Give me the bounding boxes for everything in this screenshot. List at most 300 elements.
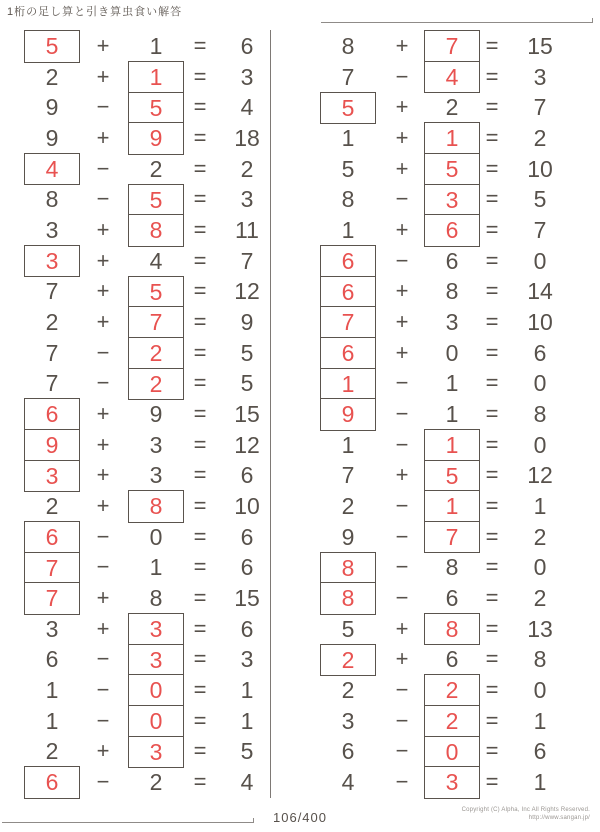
- operand-b: [116, 706, 196, 737]
- result: [516, 644, 564, 675]
- bottom-rule: [2, 822, 254, 823]
- problem-row: [12, 123, 274, 154]
- result-value: 0: [533, 431, 547, 458]
- problem-row: [12, 736, 274, 767]
- equals-sign: [480, 399, 504, 430]
- problem-row: [312, 552, 574, 583]
- operand-b-value: 1: [424, 429, 480, 461]
- result: [516, 736, 564, 767]
- operand-a-value: 1: [45, 677, 59, 704]
- result-value: 8: [533, 646, 547, 673]
- operator: [390, 92, 414, 123]
- operator-value: −: [96, 707, 110, 733]
- operand-a-value: 7: [341, 462, 355, 489]
- operand-a-value: 2: [320, 644, 376, 676]
- equals-sign: [188, 338, 212, 369]
- operand-a: [312, 31, 384, 62]
- result-value: 11: [235, 217, 259, 244]
- operand-a: [12, 62, 92, 93]
- result-value: 6: [240, 554, 254, 581]
- result-value: 6: [240, 33, 254, 59]
- problem-row: [12, 215, 274, 246]
- operand-b-value: 7: [424, 30, 480, 62]
- result: [223, 675, 271, 706]
- result-value: 12: [234, 431, 260, 458]
- operand-a: [12, 491, 92, 522]
- operator: [390, 338, 414, 369]
- operator-value: −: [96, 155, 110, 181]
- problem-row: [12, 31, 274, 62]
- operator-value: −: [96, 339, 110, 365]
- operand-b: [116, 338, 196, 369]
- equals-value: =: [193, 155, 207, 181]
- operator: [390, 430, 414, 461]
- operand-a-value: 3: [45, 217, 59, 244]
- result: [223, 767, 271, 798]
- equals-value: =: [193, 707, 207, 733]
- equals-value: =: [193, 33, 207, 58]
- operand-a-value: 7: [45, 370, 59, 397]
- result: [223, 184, 271, 215]
- result: [223, 552, 271, 583]
- copyright: [462, 806, 590, 822]
- operator-value: −: [395, 370, 409, 396]
- operand-a: [312, 338, 384, 369]
- result-value: 10: [234, 493, 260, 520]
- problem-row: [312, 215, 574, 246]
- operand-b-value: 2: [149, 769, 163, 796]
- operand-b-value: 1: [149, 554, 163, 581]
- equals-sign: [480, 430, 504, 461]
- equals-value: =: [193, 585, 207, 611]
- result: [223, 154, 271, 185]
- operand-a-value: 2: [45, 738, 59, 765]
- result: [223, 491, 271, 522]
- operand-b-value: 4: [424, 61, 480, 93]
- equals-sign: [480, 123, 504, 154]
- equals-sign: [480, 552, 504, 583]
- problem-row: [12, 184, 274, 215]
- result-value: 3: [240, 63, 254, 90]
- operator-value: −: [96, 523, 110, 549]
- operator-value: +: [96, 431, 110, 457]
- operator-value: −: [96, 94, 110, 120]
- result: [223, 307, 271, 338]
- result: [223, 246, 271, 277]
- operand-a: [312, 246, 384, 277]
- result: [516, 215, 564, 246]
- equals-value: =: [485, 615, 499, 641]
- equals-sign: [480, 368, 504, 399]
- operand-a: [312, 675, 384, 706]
- operator-value: +: [96, 401, 110, 427]
- operand-b-value: 5: [424, 460, 480, 492]
- operand-a-value: 8: [341, 33, 355, 59]
- equals-value: =: [193, 493, 207, 519]
- equals-sign: [188, 154, 212, 185]
- result: [516, 276, 564, 307]
- equals-value: =: [485, 431, 499, 457]
- operand-a: [12, 644, 92, 675]
- problem-row: [312, 92, 574, 123]
- operand-b-value: 1: [149, 33, 163, 59]
- result-value: 6: [240, 523, 254, 550]
- result-value: 2: [533, 585, 547, 612]
- equals-sign: [480, 246, 504, 277]
- operator-value: +: [96, 585, 110, 611]
- operand-a: [12, 92, 92, 123]
- result: [223, 583, 271, 614]
- operand-a: [312, 767, 384, 798]
- operand-a-value: 1: [341, 431, 355, 458]
- operand-b-value: 5: [128, 92, 184, 124]
- operator: [91, 460, 115, 491]
- operand-b-value: 4: [149, 247, 163, 274]
- operator: [91, 675, 115, 706]
- operand-a: [312, 184, 384, 215]
- operand-a: [12, 338, 92, 369]
- result: [223, 522, 271, 553]
- operator: [91, 706, 115, 737]
- equals-value: =: [485, 707, 499, 733]
- operand-a-value: 7: [45, 278, 59, 305]
- equals-sign: [480, 706, 504, 737]
- result: [516, 338, 564, 369]
- operand-b: [116, 123, 196, 154]
- result-value: 2: [533, 125, 547, 152]
- operand-b-value: 5: [128, 184, 184, 216]
- operand-a-value: 1: [341, 217, 355, 244]
- problem-row: [12, 246, 274, 277]
- result: [223, 62, 271, 93]
- equals-sign: [188, 767, 212, 798]
- operand-a-value: 8: [320, 582, 376, 614]
- result-value: 15: [234, 401, 260, 428]
- equals-value: =: [193, 677, 207, 703]
- equals-value: =: [485, 125, 499, 151]
- equals-value: =: [193, 370, 207, 396]
- problem-row: [312, 338, 574, 369]
- problem-row: [12, 92, 274, 123]
- operand-a-value: 8: [341, 186, 355, 213]
- operator-value: −: [395, 431, 409, 457]
- result: [223, 644, 271, 675]
- operator: [91, 338, 115, 369]
- equals-value: =: [193, 309, 207, 335]
- result-value: 3: [240, 646, 254, 673]
- operand-b: [116, 460, 196, 491]
- equals-sign: [188, 399, 212, 430]
- equals-sign: [188, 491, 212, 522]
- operator: [91, 644, 115, 675]
- result-value: 1: [240, 677, 254, 704]
- operand-a-value: 1: [320, 368, 376, 400]
- equals-sign: [188, 246, 212, 277]
- copyright-line1: Copyright (C) Alpha, Inc All Rights Reserved.: [461, 807, 590, 813]
- operand-b-value: 5: [128, 276, 184, 308]
- operator-value: −: [395, 769, 409, 795]
- operand-a: [12, 31, 92, 62]
- operand-a-value: 3: [24, 460, 80, 492]
- result: [223, 736, 271, 767]
- operator: [390, 276, 414, 307]
- operator-value: −: [96, 554, 110, 580]
- operator-value: −: [395, 63, 409, 89]
- result: [516, 430, 564, 461]
- problem-row: [312, 123, 574, 154]
- operand-a: [312, 430, 384, 461]
- operand-b-value: 6: [445, 247, 459, 274]
- operand-a-value: 6: [24, 521, 80, 553]
- operand-b: [116, 62, 196, 93]
- result: [516, 399, 564, 430]
- equals-sign: [480, 338, 504, 369]
- problem-row: [12, 675, 274, 706]
- result: [223, 123, 271, 154]
- equals-value: =: [193, 339, 207, 365]
- equals-sign: [188, 644, 212, 675]
- result-value: 0: [533, 677, 547, 704]
- operator: [91, 583, 115, 614]
- operator: [91, 614, 115, 645]
- operator: [390, 31, 414, 62]
- result-value: 15: [234, 585, 260, 612]
- operand-a: [12, 215, 92, 246]
- equals-value: =: [485, 33, 499, 58]
- problem-row: [312, 430, 574, 461]
- result: [223, 614, 271, 645]
- operator-value: +: [96, 278, 110, 304]
- equals-value: =: [485, 462, 499, 488]
- operand-b: [116, 276, 196, 307]
- equals-sign: [480, 644, 504, 675]
- operand-b-value: 2: [445, 94, 459, 121]
- problem-row: [312, 644, 574, 675]
- problem-row: [312, 614, 574, 645]
- operand-a-value: 2: [45, 309, 59, 336]
- equals-sign: [188, 522, 212, 553]
- operator-value: +: [96, 738, 110, 764]
- equals-value: =: [193, 554, 207, 580]
- result-value: 1: [533, 493, 547, 520]
- result-value: 5: [240, 370, 254, 397]
- operand-a: [312, 583, 384, 614]
- operand-b-value: 0: [424, 736, 480, 768]
- problem-row: [312, 368, 574, 399]
- operand-a: [12, 154, 92, 185]
- operand-b-value: 3: [424, 766, 480, 798]
- operator-value: +: [395, 309, 409, 335]
- operand-a-value: 4: [341, 769, 355, 796]
- problem-row: [12, 491, 274, 522]
- operand-b-value: 9: [128, 122, 184, 154]
- operator-value: −: [395, 247, 409, 273]
- operand-b-value: 1: [128, 61, 184, 93]
- equals-sign: [188, 583, 212, 614]
- equals-sign: [480, 92, 504, 123]
- operator: [390, 767, 414, 798]
- operand-a: [12, 522, 92, 553]
- operand-a-value: 6: [320, 337, 376, 369]
- operand-a-value: 3: [24, 245, 80, 277]
- problem-row: [312, 522, 574, 553]
- equals-sign: [480, 215, 504, 246]
- operand-b-value: 3: [128, 613, 184, 645]
- result: [516, 31, 564, 62]
- operand-a: [312, 276, 384, 307]
- operand-a-value: 6: [24, 398, 80, 430]
- operand-b-value: 1: [424, 122, 480, 154]
- equals-value: =: [485, 339, 499, 365]
- equals-value: =: [193, 523, 207, 549]
- operand-a: [12, 767, 92, 798]
- operand-b: [116, 614, 196, 645]
- result-value: 6: [240, 615, 254, 642]
- operand-a: [312, 736, 384, 767]
- equals-sign: [480, 276, 504, 307]
- equals-value: =: [485, 155, 499, 181]
- result: [516, 583, 564, 614]
- result-value: 7: [240, 247, 254, 274]
- operand-b-value: 2: [424, 674, 480, 706]
- equals-sign: [188, 706, 212, 737]
- operand-a-value: 6: [45, 646, 59, 673]
- operand-a: [12, 614, 92, 645]
- problem-row: [12, 307, 274, 338]
- equals-sign: [480, 154, 504, 185]
- result-value: 2: [240, 155, 254, 182]
- operand-a-value: 5: [320, 92, 376, 124]
- copyright-line2: http://www.sangan.jp/: [528, 815, 590, 821]
- page-number: 106/400: [273, 810, 327, 825]
- operand-a-value: 8: [320, 552, 376, 584]
- operand-a-value: 9: [24, 429, 80, 461]
- operand-a-value: 5: [341, 615, 355, 642]
- top-rule: [321, 22, 593, 23]
- equals-sign: [188, 92, 212, 123]
- operand-a: [12, 399, 92, 430]
- operand-b: [116, 184, 196, 215]
- operand-b: [116, 675, 196, 706]
- operator: [91, 92, 115, 123]
- operand-b: [116, 92, 196, 123]
- operator-value: +: [395, 33, 409, 58]
- operator-value: −: [96, 370, 110, 396]
- operator: [91, 276, 115, 307]
- equals-sign: [480, 522, 504, 553]
- equals-value: =: [485, 217, 499, 243]
- operand-b-value: 8: [149, 585, 163, 612]
- result: [223, 31, 271, 62]
- operator-value: +: [96, 493, 110, 519]
- operand-a: [12, 736, 92, 767]
- equals-value: =: [485, 493, 499, 519]
- equals-sign: [480, 675, 504, 706]
- result-value: 13: [527, 615, 553, 642]
- result: [516, 368, 564, 399]
- problem-row: [312, 675, 574, 706]
- operand-a: [12, 583, 92, 614]
- operand-a: [312, 522, 384, 553]
- operator: [390, 123, 414, 154]
- problem-row: [312, 460, 574, 491]
- operand-a-value: 2: [341, 677, 355, 704]
- result-value: 0: [533, 370, 547, 397]
- result: [223, 215, 271, 246]
- operand-b: [116, 644, 196, 675]
- problem-row: [12, 368, 274, 399]
- equals-value: =: [193, 125, 207, 151]
- operand-b-value: 7: [424, 521, 480, 553]
- result: [223, 276, 271, 307]
- equals-value: =: [485, 554, 499, 580]
- result-value: 12: [234, 278, 260, 305]
- operand-b-value: 1: [424, 490, 480, 522]
- problem-row: [312, 491, 574, 522]
- operand-b-value: 6: [445, 646, 459, 673]
- result: [223, 399, 271, 430]
- operand-b-value: 8: [445, 278, 459, 305]
- equals-sign: [480, 614, 504, 645]
- result: [516, 460, 564, 491]
- equals-value: =: [485, 186, 499, 212]
- operator: [91, 62, 115, 93]
- operand-a: [312, 154, 384, 185]
- operator: [390, 552, 414, 583]
- operand-b-value: 2: [128, 368, 184, 400]
- equals-value: =: [193, 94, 207, 120]
- equals-value: =: [193, 615, 207, 641]
- operator-value: +: [395, 155, 409, 181]
- operand-b-value: 8: [445, 554, 459, 581]
- operand-a: [12, 246, 92, 277]
- operator: [390, 614, 414, 645]
- equals-value: =: [193, 186, 207, 212]
- result-value: 4: [240, 94, 254, 121]
- operand-a: [12, 123, 92, 154]
- operand-a-value: 9: [341, 523, 355, 550]
- operand-a-value: 3: [341, 707, 355, 734]
- operator: [390, 522, 414, 553]
- operator: [390, 246, 414, 277]
- operator: [91, 215, 115, 246]
- operand-a-value: 7: [24, 552, 80, 584]
- operand-a-value: 7: [320, 306, 376, 338]
- problem-row: [12, 154, 274, 185]
- equals-sign: [188, 62, 212, 93]
- operand-b: [116, 430, 196, 461]
- top-rule-tick: [592, 18, 593, 22]
- operator: [91, 491, 115, 522]
- equals-sign: [480, 460, 504, 491]
- operator-value: +: [395, 217, 409, 243]
- operator-value: +: [96, 247, 110, 273]
- problem-row: [312, 184, 574, 215]
- result-value: 10: [527, 155, 553, 182]
- result-value: 6: [533, 339, 547, 366]
- operand-a: [312, 92, 384, 123]
- operator-value: +: [96, 217, 110, 243]
- equals-value: =: [485, 247, 499, 273]
- operand-a-value: 6: [320, 276, 376, 308]
- operand-b-value: 5: [424, 153, 480, 185]
- operand-a: [312, 460, 384, 491]
- operand-b: [116, 491, 196, 522]
- problem-row: [12, 767, 274, 798]
- operand-a-value: 2: [341, 493, 355, 520]
- result-value: 12: [527, 462, 553, 489]
- equals-sign: [188, 276, 212, 307]
